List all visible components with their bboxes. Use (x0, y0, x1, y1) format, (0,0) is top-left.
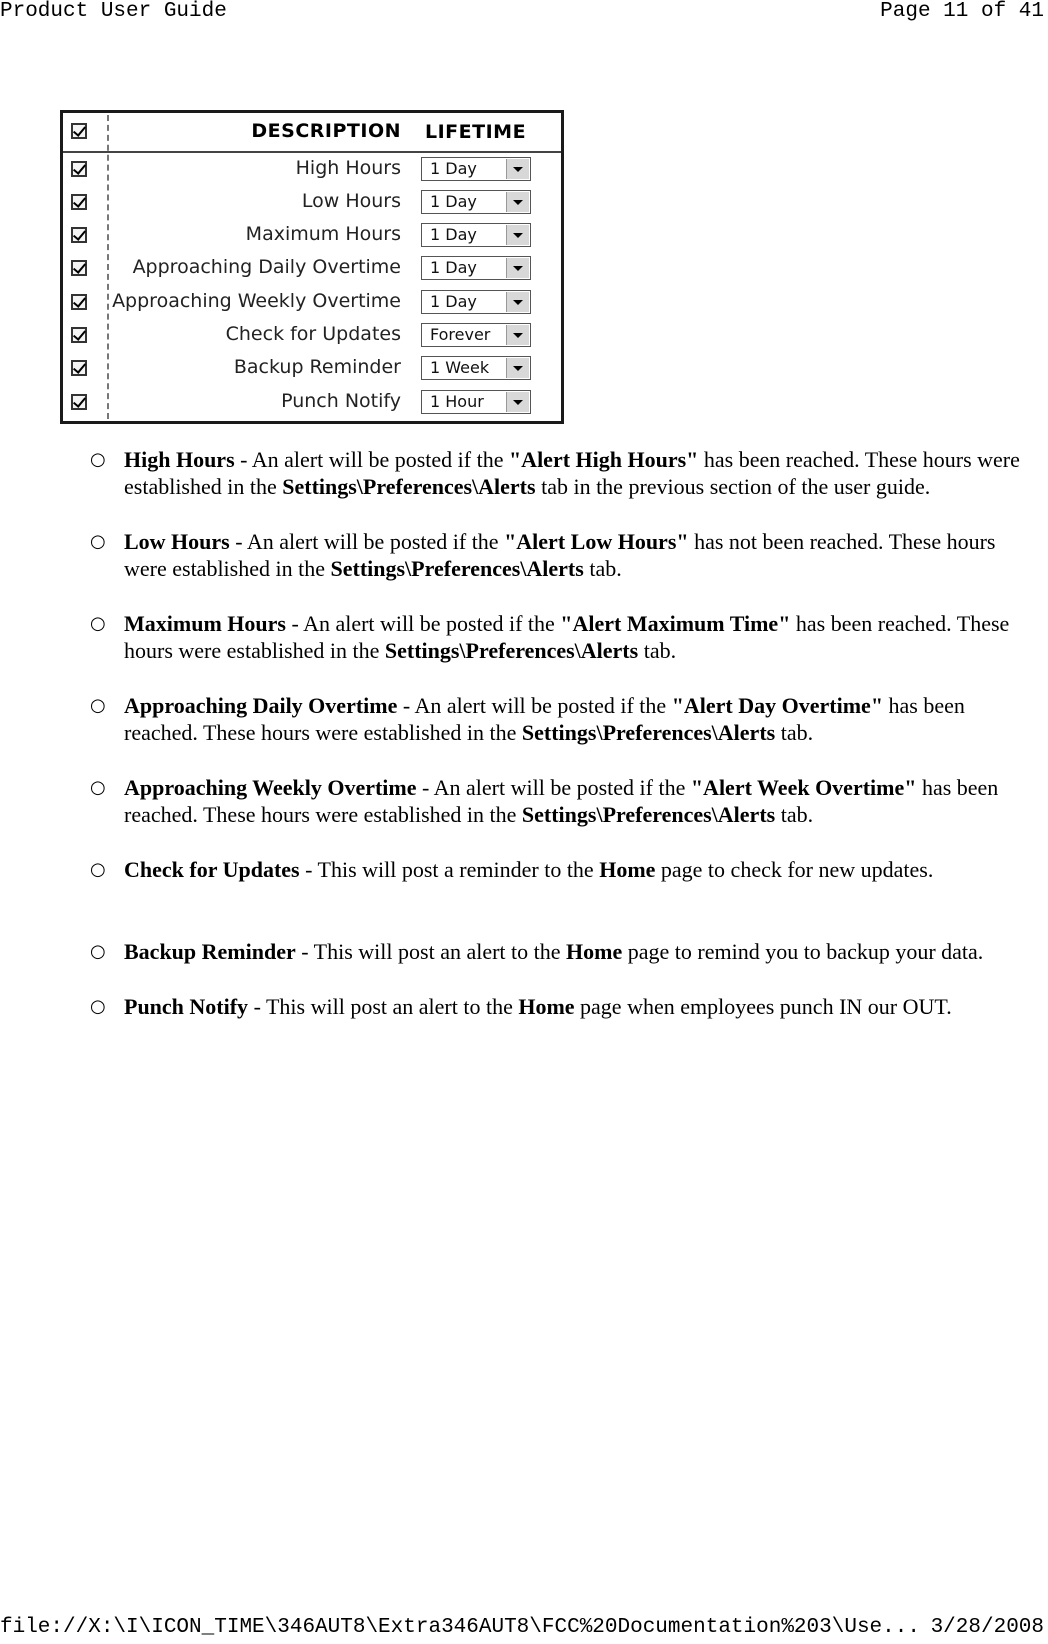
dropdown-arrow-icon[interactable] (506, 159, 529, 179)
dropdown-arrow-icon[interactable] (506, 258, 529, 278)
item-emphasis: "Alert Week Overtime" (690, 775, 917, 800)
lifetime-value: 1 Day (430, 159, 477, 178)
item-text: tab. (775, 720, 814, 745)
item-emphasis: Settings\Preferences\Alerts (384, 638, 639, 663)
item-term: High Hours (124, 447, 235, 472)
alert-settings-panel (60, 110, 564, 424)
list-item (90, 528, 1040, 582)
bullet-icon: ○ (90, 941, 106, 962)
item-emphasis: "Alert Day Overtime" (671, 693, 884, 718)
bullet-icon: ○ (90, 777, 106, 798)
list-item (90, 692, 1040, 746)
panel-header-row (63, 117, 561, 147)
alert-checkbox[interactable] (71, 194, 87, 210)
item-emphasis: Settings\Preferences\Alerts (330, 556, 584, 581)
footer-date: 3/28/2008 (930, 1616, 1044, 1639)
item-term: Backup Reminder (124, 939, 296, 964)
alert-checkbox[interactable] (71, 394, 87, 410)
item-text: has been reached. These hours were established in the (124, 611, 1010, 663)
lifetime-select[interactable] (421, 157, 531, 181)
item-emphasis: Settings\Preferences\Alerts (521, 802, 776, 827)
alert-label: Approaching Weekly Overtime (112, 290, 401, 312)
item-term: Punch Notify (124, 994, 249, 1019)
lifetime-select[interactable] (421, 290, 531, 314)
item-emphasis: Settings\Preferences\Alerts (282, 474, 536, 499)
item-text: - An alert will be posted if the (397, 693, 672, 718)
bullet-icon: ○ (90, 613, 106, 634)
bullet-icon: ○ (90, 695, 106, 716)
dropdown-arrow-icon[interactable] (506, 225, 529, 245)
bullet-icon: ○ (90, 449, 106, 470)
item-text: tab. (638, 638, 677, 663)
item-text: page to remind you to backup your data. (622, 939, 984, 964)
dropdown-arrow-icon[interactable] (506, 392, 529, 412)
lifetime-value: Forever (430, 325, 491, 344)
item-emphasis: Home (599, 857, 656, 882)
column-header-description: DESCRIPTION (251, 120, 401, 142)
list-item (90, 938, 1040, 965)
alert-label: Low Hours (301, 190, 401, 212)
item-term: Maximum Hours (124, 611, 286, 636)
lifetime-select[interactable] (421, 356, 531, 380)
alert-row-check-for-updates (63, 321, 561, 351)
alert-row-high-hours (63, 155, 561, 185)
list-item (90, 856, 1040, 883)
alert-row-low-hours (63, 188, 561, 218)
alert-row-approaching-daily-overtime (63, 254, 561, 284)
item-text: - An alert will be posted if the (285, 611, 561, 636)
list-item (90, 610, 1040, 664)
alert-label: Backup Reminder (233, 356, 401, 378)
dropdown-arrow-icon[interactable] (506, 325, 529, 345)
item-term: Low Hours (124, 529, 230, 554)
alert-checkbox[interactable] (71, 294, 87, 310)
lifetime-value: 1 Day (430, 292, 477, 311)
item-emphasis: "Alert High Hours" (508, 447, 699, 472)
alert-label: Approaching Daily Overtime (132, 256, 401, 278)
alert-label: Punch Notify (281, 390, 401, 412)
page-number: Page 11 of 41 (880, 0, 1044, 23)
lifetime-select[interactable] (421, 390, 531, 414)
alert-checkbox[interactable] (71, 227, 87, 243)
list-item (90, 446, 1040, 500)
item-term: Check for Updates (124, 857, 300, 882)
item-emphasis: Home (518, 994, 575, 1019)
item-text: - An alert will be posted if the (229, 529, 505, 554)
list-item (90, 993, 1040, 1020)
item-text: tab. (775, 802, 814, 827)
alert-checkbox[interactable] (71, 327, 87, 343)
item-text: - An alert will be posted if the (234, 447, 509, 472)
item-text: page to check for new updates. (655, 857, 934, 882)
lifetime-select[interactable] (421, 223, 531, 247)
item-text: has been reached. These hours were established in the (124, 775, 999, 827)
item-text: - This will post a reminder to the (299, 857, 600, 882)
page-header-title: Product User Guide (0, 0, 227, 23)
bullet-icon: ○ (90, 531, 106, 552)
lifetime-value: 1 Week (430, 358, 490, 377)
item-text: has not been reached. These hours were established in the (124, 529, 996, 581)
item-text: - An alert will be posted if the (416, 775, 691, 800)
list-item (90, 774, 1040, 828)
item-text: has been reached. These hours were established in the (124, 693, 965, 745)
item-emphasis: Settings\Preferences\Alerts (521, 720, 776, 745)
item-text: has been reached. These hours were established in the (124, 447, 1020, 499)
alert-checkbox[interactable] (71, 260, 87, 276)
item-emphasis: "Alert Maximum Time" (560, 611, 791, 636)
select-all-checkbox[interactable] (71, 123, 87, 139)
alert-label: Check for Updates (225, 323, 401, 345)
alert-row-punch-notify (63, 388, 561, 418)
item-text: tab in the previous section of the user guide. (535, 474, 931, 499)
lifetime-value: 1 Day (430, 258, 477, 277)
alert-descriptions-list (90, 446, 1040, 1020)
lifetime-value: 1 Day (430, 192, 477, 211)
alert-row-maximum-hours (63, 221, 561, 251)
item-text: - This will post an alert to the (295, 939, 567, 964)
item-emphasis: Home (566, 939, 623, 964)
lifetime-value: 1 Hour (430, 392, 484, 411)
alert-checkbox[interactable] (71, 161, 87, 177)
item-text: page when employees punch IN our OUT. (574, 994, 952, 1019)
bullet-icon: ○ (90, 996, 106, 1017)
footer-file-path: file://X:\I\ICON_TIME\346AUT8\Extra346AUT8\FCC%20Documentation%203\Use... (0, 1616, 920, 1639)
dropdown-arrow-icon[interactable] (506, 192, 529, 212)
alert-label: Maximum Hours (245, 223, 401, 245)
lifetime-value: 1 Day (430, 225, 477, 244)
alert-row-approaching-weekly-overtime (63, 288, 561, 318)
alert-row-backup-reminder (63, 354, 561, 384)
lifetime-select[interactable] (421, 190, 531, 214)
bullet-icon: ○ (90, 859, 106, 880)
item-text: - This will post an alert to the (248, 994, 519, 1019)
lifetime-select[interactable] (421, 323, 531, 347)
alert-label: High Hours (295, 157, 401, 179)
dropdown-arrow-icon[interactable] (506, 292, 529, 312)
dropdown-arrow-icon[interactable] (506, 358, 529, 378)
header-divider (63, 151, 561, 153)
item-term: Approaching Daily Overtime (124, 693, 398, 718)
lifetime-select[interactable] (421, 256, 531, 280)
item-term: Approaching Weekly Overtime (124, 775, 417, 800)
item-emphasis: "Alert Low Hours" (504, 529, 689, 554)
item-text: tab. (583, 556, 622, 581)
column-header-lifetime: LIFETIME (425, 121, 527, 143)
alert-checkbox[interactable] (71, 360, 87, 376)
